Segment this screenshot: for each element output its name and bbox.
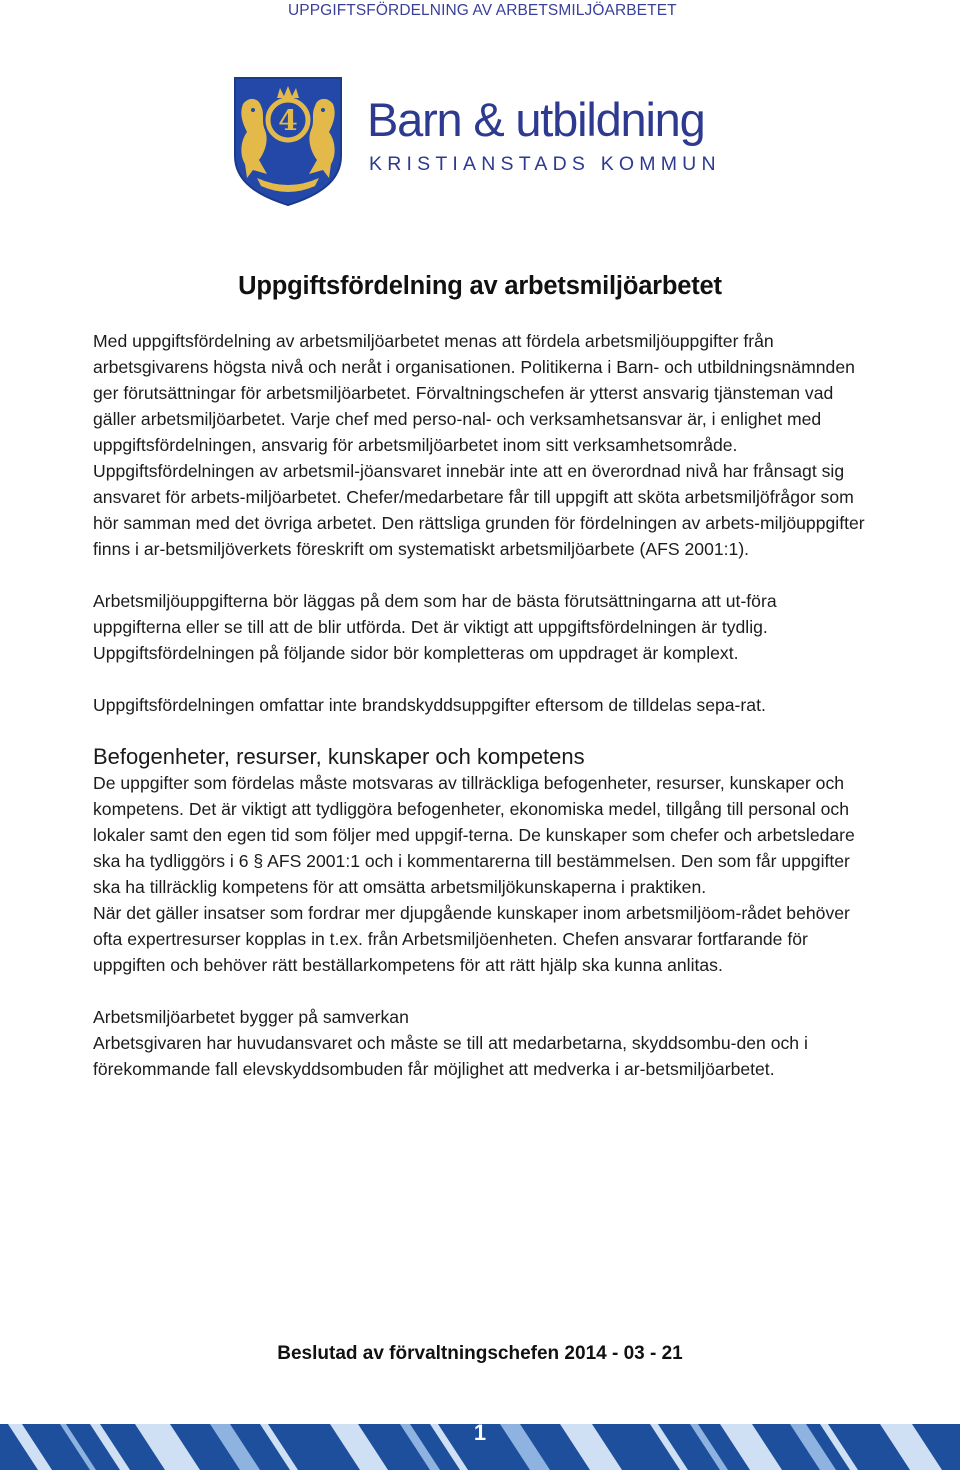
running-header: UPPGIFTSFÖRDELNING AV ARBETSMILJÖARBETET bbox=[288, 2, 677, 19]
brand-subtitle: KRISTIANSTADS KOMMUN bbox=[369, 153, 721, 175]
collaboration-paragraph: Arbetsgivaren har huvudansvaret och måste se till att medarbetarna, skyddsombu-den och i förekommande fall elevskyddsombuden får möjlighet att medverka i ar-betsmiljöarbetet. bbox=[93, 1033, 808, 1079]
intro-paragraph-1: Med uppgiftsfördelning av arbetsmiljöarbetet menas att fördela arbetsmiljöuppgifter från arbetsgivarens högsta nivå och neråt i organisationen. Politikerna i Barn- och utbildningsnämnden ger förutsättningar för arbetsmiljöarbetet. Förvaltningschefen är ytterst ansvarig tjänsteman vad gäller arbetsmiljöarbetet. Varje chef med perso-nal- och verksamhetsansvar är, i enlighet med uppgiftsfördelningen, ansvarig för arbetsmiljöarbetet inom sitt verksamhetsområde. Uppgiftsfördelningen av arbetsmil-jöansvaret innebär inte att en överordnad nivå har frånsagt sig ansvaret för arbets-miljöarbetet. Chefer/medarbetare får till uppgift att sköta arbetsmiljöfrågor som hör samman med det övriga arbetet. Den rättsliga grunden för fördelningen av arbets-miljöuppgifter finns i ar-betsmiljöverkets föreskrift om systematiskt arbetsmiljöarbete (AFS 2001:1). bbox=[93, 331, 865, 559]
section-paragraph-1: De uppgifter som fördelas måste motsvaras av tillräckliga befogenheter, resurser, kunskaper och kompetens. Det är viktigt att tydliggöra befogenheter, ekonomiska medel, tillgång till personal och lokaler samt den egen tid som följer med uppgif-terna. De kunskaper som chefer och arbetsledare ska ha tydliggörs i 6 § AFS 2001:1 och i kommentarerna till bestämmelsen. Den som får uppgifter ska ha tillräcklig kompetens för att omsätta arbetsmiljökunskaperna i praktiken. bbox=[93, 773, 855, 897]
page-number: 1 bbox=[473, 1420, 487, 1445]
svg-text:4: 4 bbox=[278, 104, 298, 137]
intro-paragraph-3: Uppgiftsfördelningen omfattar inte brandskyddsuppgifter eftersom de tilldelas sepa-rat. bbox=[93, 695, 766, 715]
coat-of-arms-icon bbox=[231, 74, 345, 208]
intro-paragraph-2: Arbetsmiljöuppgifterna bör läggas på dem som har de bästa förutsättningarna att ut-föra uppgifterna eller se till att de blir utförda. Det är viktigt att uppgiftsfördelningen är tydlig. Uppgiftsfördelningen på följande sidor bör kompletteras om uppdraget är komplext. bbox=[93, 591, 777, 663]
document-body bbox=[93, 328, 867, 1082]
section-paragraph-2: När det gäller insatser som fordrar mer djupgående kunskaper inom arbetsmiljöom-rådet behöver ofta expertresurser kopplas in t.ex. från Arbetsmiljöenheten. Chefen ansvarar fortfarande för uppgiften och behöver rätt beställarkompetens för att rätt hjälp ska kunna anlitas. bbox=[93, 903, 850, 975]
section-heading: Befogenheter, resurser, kunskaper och kompetens bbox=[93, 744, 585, 769]
brand-title: Barn & utbildning bbox=[367, 93, 705, 146]
decision-note: Beslutad av förvaltningschefen 2014 - 03 - 21 bbox=[277, 1343, 683, 1364]
document-title: Uppgiftsfördelning av arbetsmiljöarbetet bbox=[238, 272, 722, 300]
collaboration-heading: Arbetsmiljöarbetet bygger på samverkan bbox=[93, 1007, 409, 1027]
